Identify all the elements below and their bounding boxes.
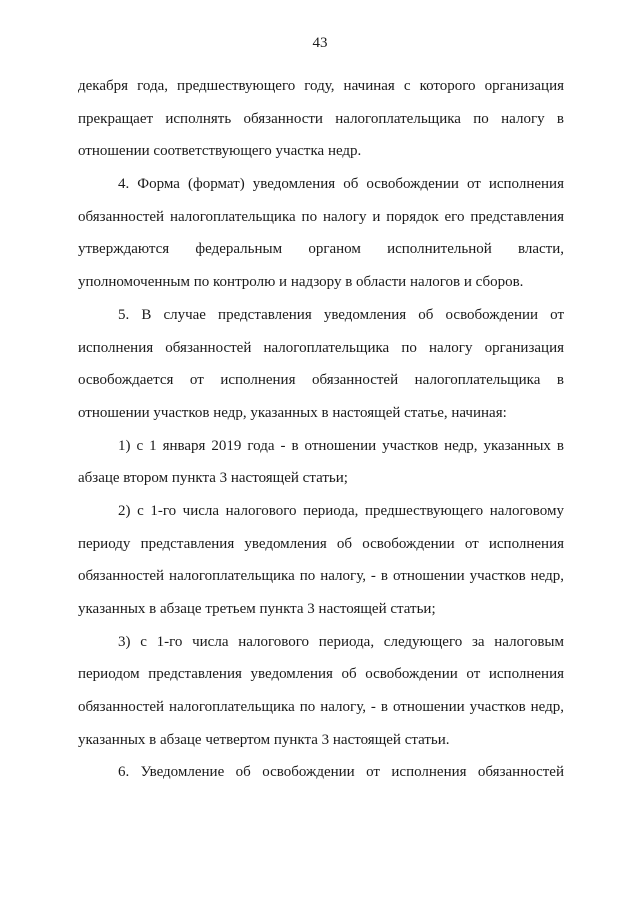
text-line: освобождается от исполнения обязанностей налогоплательщика в bbox=[78, 372, 564, 389]
document-body bbox=[78, 70, 564, 789]
text-line: обязанностей налогоплательщика по налогу, - в отношении участков недр, bbox=[78, 699, 564, 716]
text-line: прекращает исполнять обязанности налогоплательщика по налогу в bbox=[78, 110, 564, 127]
page-number: 43 bbox=[312, 35, 328, 51]
text-line: утверждаются федеральным органом исполнительной власти, bbox=[78, 241, 564, 258]
text-line: обязанностей налогоплательщика по налогу и порядок его представления bbox=[78, 208, 564, 225]
paragraph-continuation bbox=[78, 70, 564, 168]
text-line: отношении соответствующего участка недр. bbox=[78, 143, 362, 160]
text-line: 5. В случае представления уведомления об освобождении от bbox=[118, 306, 564, 323]
text-line: периоду представления уведомления об освобождении от исполнения bbox=[78, 535, 564, 552]
text-line: исполнения обязанностей налогоплательщика по налогу организация bbox=[78, 339, 564, 356]
text-line: декабря года, предшествующего году, начиная с которого организация bbox=[78, 78, 564, 94]
text-line: указанных в абзаце четвертом пункта 3 настоящей статьи. bbox=[78, 731, 450, 748]
paragraph-item-6 bbox=[78, 756, 564, 789]
text-line: обязанностей налогоплательщика по налогу, - в отношении участков недр, bbox=[78, 568, 564, 585]
text-line: 6. Уведомление об освобождении от исполнения обязанностей bbox=[118, 764, 564, 781]
text-line: уполномоченным по контролю и надзору в области налогов и сборов. bbox=[78, 274, 524, 291]
text-line: 3) с 1-го числа налогового периода, следующего за налоговым bbox=[118, 633, 564, 650]
text-line: 2) с 1-го числа налогового периода, предшествующего налоговому bbox=[118, 502, 564, 519]
text-line: абзаце втором пункта 3 настоящей статьи; bbox=[78, 470, 348, 487]
paragraph-item-5-1 bbox=[78, 430, 564, 495]
paragraph-item-5-2 bbox=[78, 495, 564, 626]
text-line: указанных в абзаце третьем пункта 3 настоящей статьи; bbox=[78, 601, 436, 617]
text-line: периодом представления уведомления об освобождении от исполнения bbox=[78, 666, 564, 683]
paragraph-item-5 bbox=[78, 299, 564, 430]
text-line: 1) с 1 января 2019 года - в отношении участков недр, указанных в bbox=[118, 437, 564, 454]
text-line: 4. Форма (формат) уведомления об освобождении от исполнения bbox=[118, 176, 564, 193]
paragraph-item-5-3 bbox=[78, 626, 564, 757]
paragraph-item-4 bbox=[78, 168, 564, 299]
text-line: отношении участков недр, указанных в настоящей статье, начиная: bbox=[78, 404, 507, 421]
